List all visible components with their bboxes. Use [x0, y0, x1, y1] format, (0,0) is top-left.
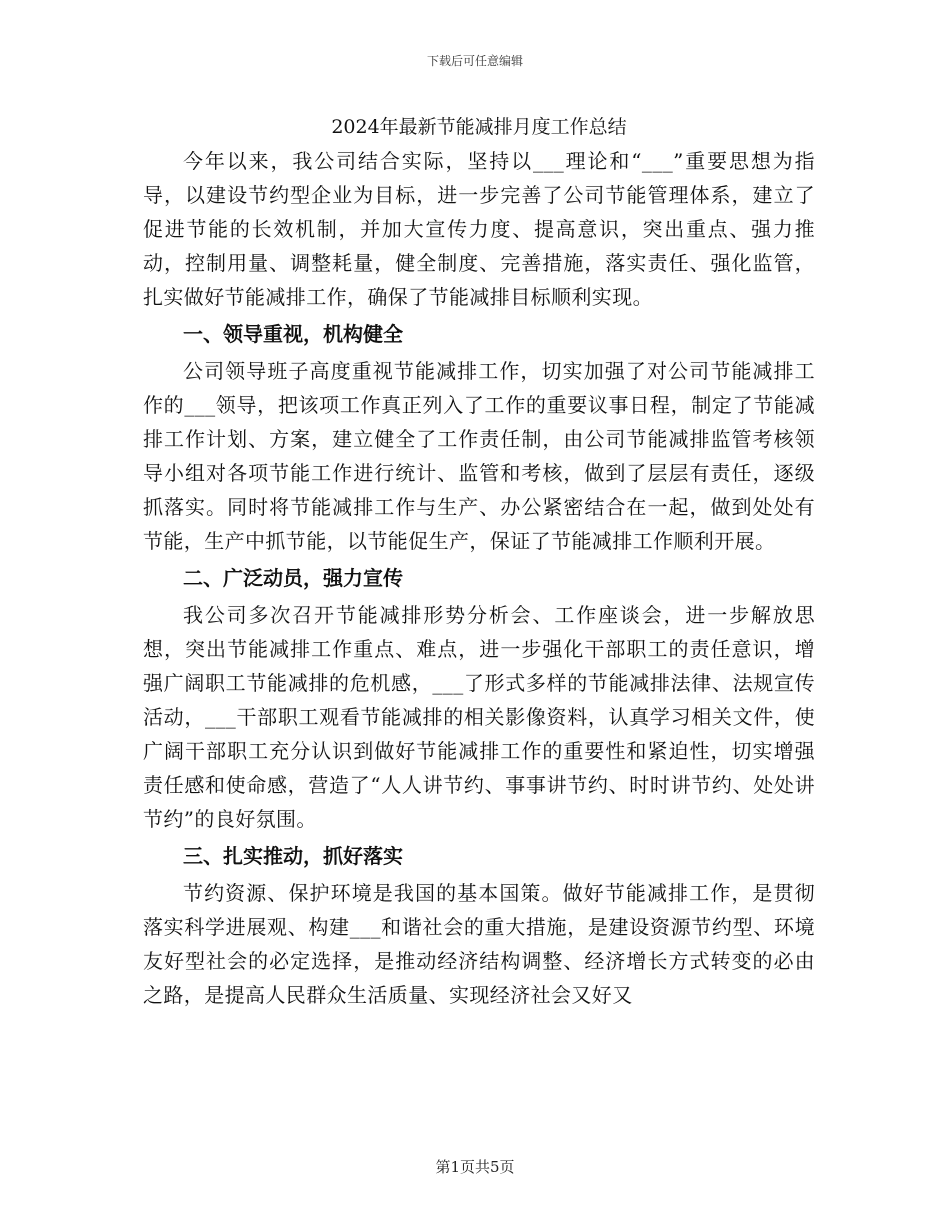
section-2-paragraph: 我公司多次召开节能减排形势分析会、工作座谈会，进一步解放思想，突出节能减排工作重点、难点，进一步强化干部职工的责任意识，增强广阔职工节能减排的危机感，___了形式多样的节能减排法律、法规宣传活动，___干部职工观看节能减排的相关影像资料，认真学习相关文件，使广阔干部职工充分认识到做好节能减排工作的重要性和紧迫性，切实增强责任感和使命感，营造了“人人讲节约、事事讲节约、时时讲节约、处处讲节约”的良好氛围。: [143, 603, 815, 831]
intro-paragraph: 今年以来，我公司结合实际，坚持以___理论和“___”重要思想为指导，以建设节约型企业为目标，进一步完善了公司节能管理体系，建立了促进节能的长效机制，并加大宣传力度、提高意识，突出重点、强力推动，控制用量、调整耗量，健全制度、完善措施，落实责任、强化监管，扎实做好节能减排工作，确保了节能减排目标顺利实现。: [143, 149, 815, 309]
section-3-paragraph: 节约资源、保护环境是我国的基本国策。做好节能减排工作，是贯彻落实科学进展观、构建___和谐社会的重大措施，是建设资源节约型、环境友好型社会的必定选择，是推动经济结构调整、经济增长方式转变的必由之路，是提高人民群众生活质量、实现经济社会又好又: [143, 881, 815, 1007]
page-number: 第1页共5页: [435, 1158, 515, 1176]
document-title: 2024年最新节能减排月度工作总结: [331, 116, 627, 138]
section-1-paragraph: 公司领导班子高度重视节能减排工作，切实加强了对公司节能减排工作的___领导，把该项工作真正列入了工作的重要议事日程，制定了节能减排工作计划、方案，建立健全了工作责任制，由公司节能减排监管考核领导小组对各项节能工作进行统计、监管和考核，做到了层层有责任，逐级抓落实。同时将节能减排工作与生产、办公紧密结合在一起，做到处处有节能，生产中抓节能，以节能促生产，保证了节能减排工作顺利开展。: [143, 359, 815, 553]
section-heading-3: 三、扎实推动，抓好落实: [183, 844, 403, 868]
header-note: 下载后可任意编辑: [426, 54, 523, 68]
document-body: [143, 110, 815, 1012]
section-heading-1: 一、领导重视，机构健全: [183, 322, 403, 346]
section-heading-2: 二、广泛动员，强力宣传: [183, 566, 403, 590]
